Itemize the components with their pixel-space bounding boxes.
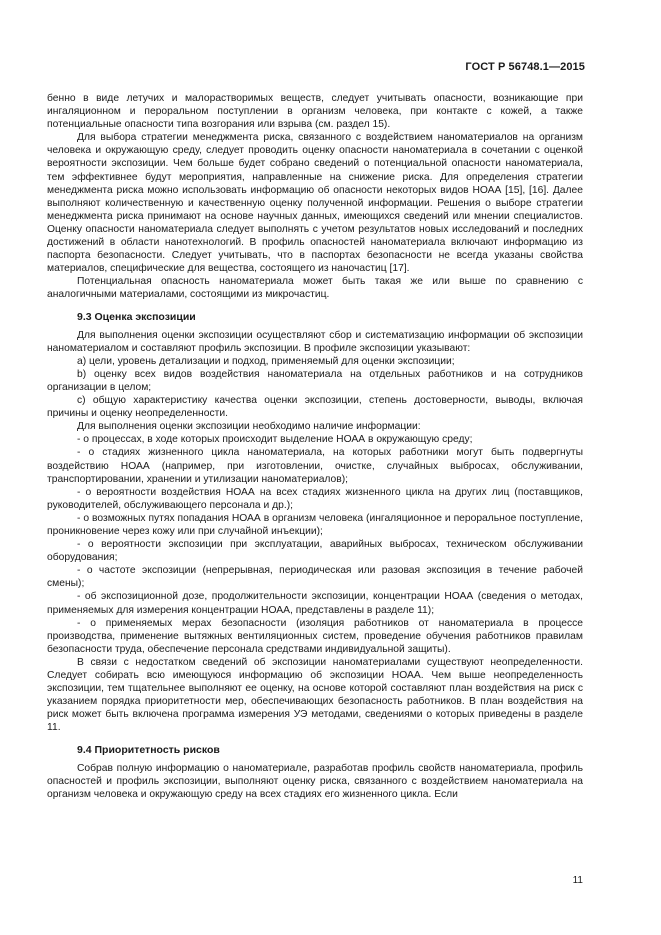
paragraph-exposure-intro: Для выполнения оценки экспозиции осуществляют сбор и систематизацию информации об экспозиции наноматериалом и составляют профиль экспозиции. В профиле экспозиции указывают: (47, 329, 583, 354)
dash-item-other-persons: - о вероятности воздействия НОАА на всех стадиях жизненного цикла на других лиц (поставщиков, руководителей, обслуживающего персонала и др.); (47, 486, 583, 511)
paragraph-risk-priority: Собрав полную информацию о наноматериале, разработав профиль свойств наноматериала, профиль опасностей и профиль экспозиции, выполняют оценку риска, связанного с воздействием наноматериала на организм человека и окружающую среду на всех стадиях его жизненного цикла. Если (47, 762, 583, 800)
list-item-b: b) оценку всех видов воздействия наноматериала на отдельных работников и на сотрудников организации в целом; (47, 368, 583, 393)
paragraph-intro: бенно в виде летучих и малорастворимых веществ, следует учитывать опасности, возникающие при ингаляционном и пероральном поступлении в организм человека, при контакте с кожей, а также потенциальные опасности типа возгорания или взрыва (см. раздел 15). (47, 93, 583, 131)
paragraph-potential-hazard: Потенциальная опасность наноматериала может быть такая же или выше по сравнению с аналогичными материалами, состоящими из микрочастиц. (47, 276, 583, 301)
list-item-c: с) общую характеристику качества оценки экспозиции, степень достоверности, выводы, включая причины и оценку неопределенности. (47, 395, 583, 420)
section-heading-9-3: 9.3 Оценка экспозиции (77, 310, 196, 323)
dash-item-lifecycle: - о стадиях жизненного цикла наноматериала, на которых работники могут быть подвергнуты воздействию НОАА (например, при изготовлении, очистке, случайных выбросах, обслуживании, транспортировании, хранении и утилизации наноматериалов); (47, 447, 583, 485)
paragraph-strategy: Для выбора стратегии менеджмента риска, связанного с воздействием наноматериалов на организм человека и окружающую среду, следует проводить оценку опасности наноматериала в сочетании с оценкой вероятности экспозиции. Чем больше будет собрано сведений о потенциальной опасности наноматериала, тем эффективнее будут мероприятия, направленные на снижение риска. Для определения стратегии менеджмента риска можно использовать информацию об опасности некоторых видов НОАА [15], [16]. Далее выполняют количественную и качественную оценку полученной информации. Решения о выборе стратегии менеджмента риска принимают на основе научных данных, имеющихся сведений или мнении специалистов. Оценку опасности наноматериала следует выполнять с учетом результатов новых исследований и последних достижений в области нанотехнологий. В профиль опасностей наноматериала включают информацию из паспорта безопасности. Следует учитывать, что в паспортах безопасности не всегда указаны свойства материалов, специфические для вещества, состоящего из наночастиц [17]. (47, 132, 583, 275)
dash-item-entry-routes: - о возможных путях попадания НОАА в организм человека (ингаляционное и пероральное поступление, проникновение через кожу или при случайной инъекции); (47, 512, 583, 537)
page-body (47, 92, 583, 801)
document-code: ГОСТ Р 56748.1—2015 (465, 61, 585, 73)
dash-item-operation: - о вероятности экспозиции при эксплуатации, аварийных выбросах, техническом обслуживании оборудования; (47, 539, 583, 564)
page-number: 11 (572, 875, 583, 886)
dash-item-processes: - о процессах, в ходе которых происходит выделение НОАА в окружающую среду; (77, 434, 473, 446)
paragraph-uncertainty: В связи с недостатком сведений об экспозиции наноматериалами существуют неопределенности. Следует собирать всю имеющуюся информацию об экспозиции НОАА. Чем выше неопределенность экспозиции, тем тщательнее выполняют ее оценку, на основе которой составляют план воздействия на риск с указанием порядка приоритетности мер, обеспечивающих безопасность работников. В план воздействия на риск может быть включена программа измерения УЭ методами, сведениями о которых приведены в разделе 11. (47, 656, 583, 734)
section-heading-9-4: 9.4 Приоритетность рисков (77, 743, 220, 756)
list-item-a: а) цели, уровень детализации и подход, применяемый для оценки экспозиции; (77, 355, 455, 367)
dash-item-dose: - об экспозиционной дозе, продолжительности экспозиции, концентрации НОАА (сведения о методах, применяемых для измерения концентрации НОАА, представлены в разделе 11); (47, 591, 583, 616)
dash-item-safety-measures: - о применяемых мерах безопасности (изоляция работников от наноматериала в процессе производства, применение вытяжных вентиляционных систем, проведение обучения работников правилам безопасности труда, обеспечение персонала средствами индивидуальной защиты). (47, 617, 583, 655)
dash-item-frequency: - о частоте экспозиции (непрерывная, периодическая или разовая экспозиция в течение рабочей смены); (47, 565, 583, 590)
paragraph-info-needed: Для выполнения оценки экспозиции необходимо наличие информации: (77, 421, 421, 433)
